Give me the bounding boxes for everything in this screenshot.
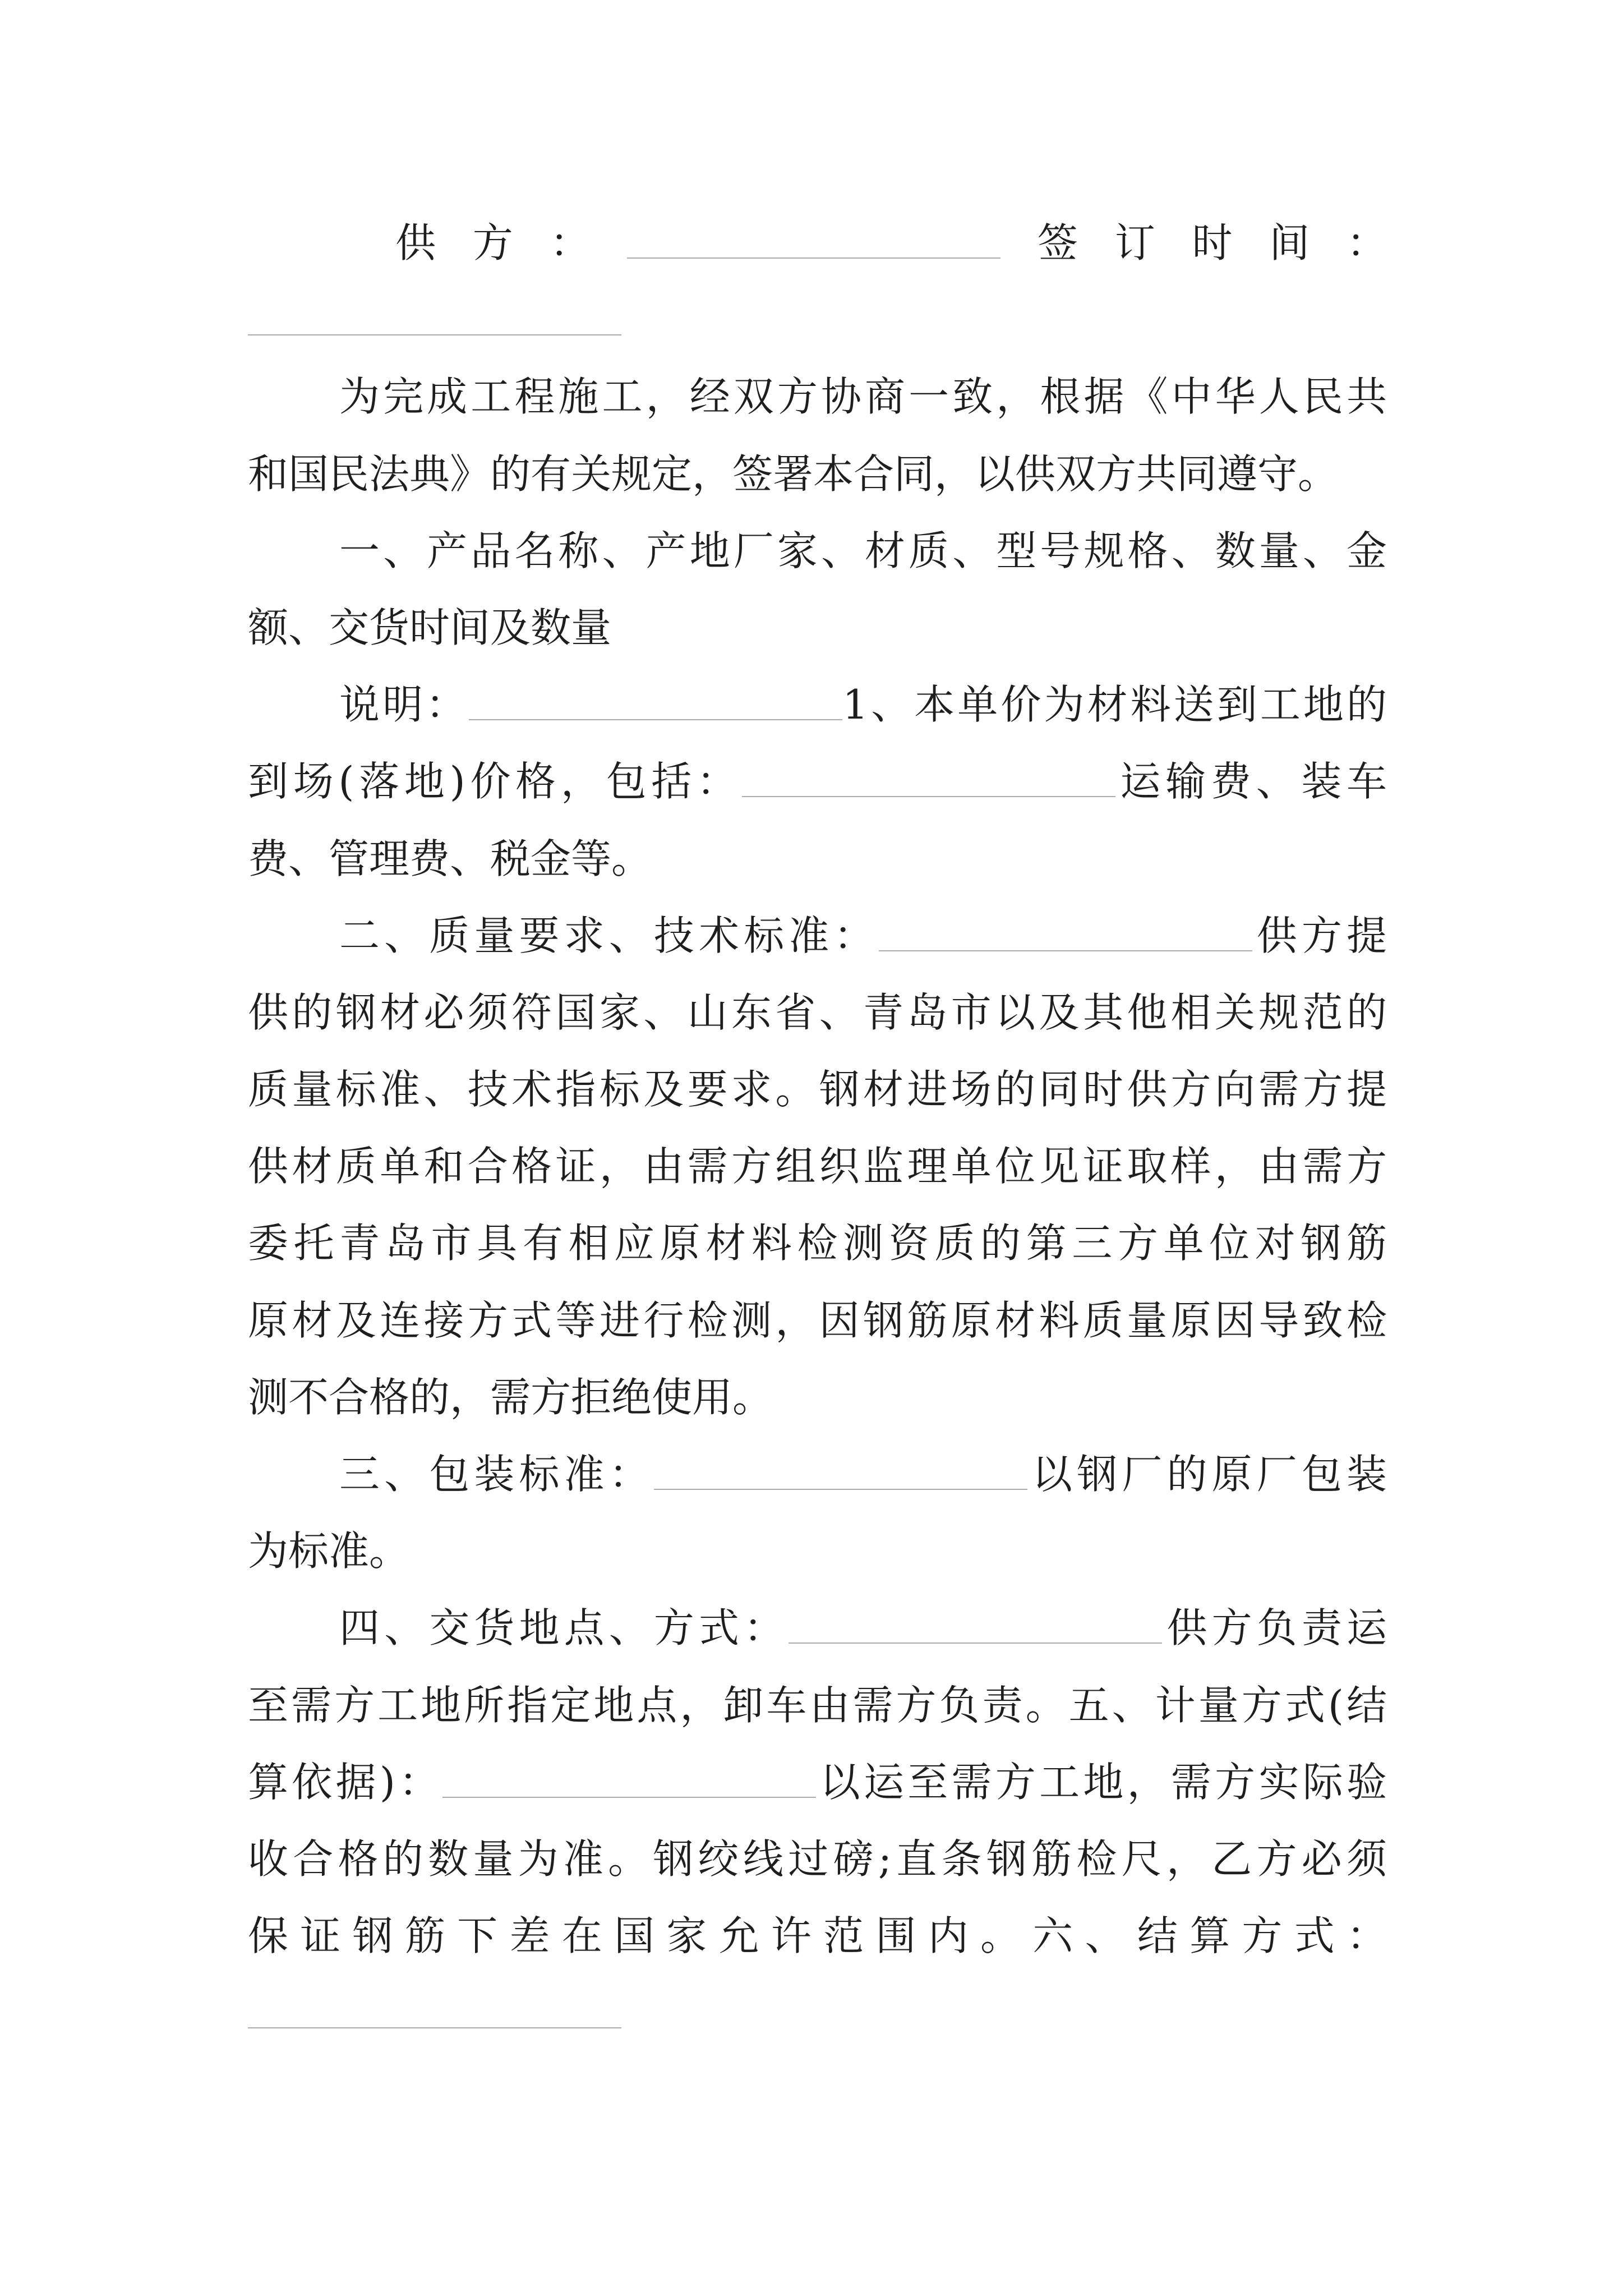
- line-text: 供材质单和合格证，由需方组织监理单位见证取样，由需方: [248, 1143, 1387, 1190]
- text-line: [248, 436, 1387, 513]
- line-text: 到场(落地)价格，包括：: [248, 758, 742, 806]
- clause-paragraph: [248, 898, 1387, 1436]
- text-line: [248, 513, 1387, 590]
- clause-paragraph: [248, 358, 1387, 512]
- line-text: 算依据)：: [248, 1758, 443, 1806]
- text-line: [248, 282, 1387, 358]
- text-line: [248, 1359, 1387, 1436]
- line-text: 至需方工地所指定地点，卸车由需方负责。五、计量方式(结: [248, 1681, 1387, 1729]
- line-text: 供方提: [1252, 912, 1387, 959]
- fill-in-blank: [789, 1642, 1162, 1644]
- text-line: [248, 1667, 1387, 1744]
- line-text: 供方负责运: [1162, 1604, 1387, 1652]
- text-line: [248, 1436, 1387, 1513]
- text-line: [248, 1975, 1387, 2051]
- line-text: 收合格的数量为准。钢绞线过磅;直条钢筋检尺，乙方必须: [248, 1835, 1387, 1883]
- line-text: 为完成工程施工，经双方协商一致，根据《中华人民共: [339, 373, 1387, 421]
- text-line: [248, 666, 1387, 743]
- line-text: 以运至需方工地，需方实际验: [816, 1758, 1387, 1806]
- text-line: [248, 1051, 1387, 1128]
- fill-in-blank: [742, 796, 1115, 797]
- clause-paragraph: [248, 513, 1387, 666]
- text-line: [248, 590, 1387, 666]
- line-text: 以钢厂的原厂包装: [1027, 1451, 1387, 1498]
- text-line: [248, 1590, 1387, 1667]
- fill-in-blank: [248, 2027, 621, 2028]
- text-line: [248, 1821, 1387, 1898]
- line-text: 委托青岛市具有相应原材料检测资质的第三方单位对钢筋: [248, 1220, 1387, 1267]
- text-line: [248, 1513, 1387, 1590]
- fill-in-blank: [469, 719, 842, 720]
- text-line: [248, 821, 1387, 898]
- line-text: 1、本单价为材料送到工地的: [842, 681, 1387, 729]
- line-text: 测不合格的，需方拒绝使用。: [248, 1373, 773, 1421]
- line-text: 运输费、装车: [1115, 758, 1387, 806]
- text-line: [248, 1744, 1387, 1821]
- line-text: 供方：: [395, 219, 628, 266]
- text-line: [248, 1282, 1387, 1359]
- line-text: 质量标准、技术指标及要求。钢材进场的同时供方向需方提: [248, 1066, 1387, 1114]
- line-text: 二、质量要求、技术标准：: [339, 912, 879, 959]
- line-text: 保证钢筋下差在国家允许范围内。六、结算方式：: [248, 1912, 1387, 1960]
- fill-in-blank: [442, 1797, 816, 1798]
- signing-header: [248, 205, 1387, 358]
- line-text: 三、包装标准：: [339, 1451, 654, 1498]
- fill-in-blank: [879, 950, 1252, 951]
- line-text: 和国民法典》的有关规定，签署本合同，以供双方共同遵守。: [248, 450, 1339, 498]
- line-text: 为标准。: [248, 1527, 410, 1575]
- fill-in-blank: [654, 1489, 1027, 1490]
- text-line: [248, 898, 1387, 974]
- line-text: 说明：: [339, 681, 469, 729]
- text-line: [248, 1128, 1387, 1205]
- text-line: [248, 1898, 1387, 1975]
- fill-in-blank: [627, 257, 1000, 259]
- text-line: [248, 743, 1387, 820]
- contract-body: [248, 205, 1387, 2052]
- line-text: 签订时间：: [1000, 219, 1387, 266]
- fill-in-blank: [248, 334, 621, 335]
- clause-paragraph: [248, 666, 1387, 898]
- clause-paragraph: [248, 1590, 1387, 2051]
- text-line: [248, 974, 1387, 1051]
- text-line: [248, 358, 1387, 435]
- line-text: 一、产品名称、产地厂家、材质、型号规格、数量、金: [339, 527, 1387, 574]
- text-line: [248, 205, 1387, 282]
- line-text: 供的钢材必须符国家、山东省、青岛市以及其他相关规范的: [248, 988, 1387, 1036]
- line-text: 原材及连接方式等进行检测，因钢筋原材料质量原因导致检: [248, 1296, 1387, 1344]
- line-text: 费、管理费、税金等。: [248, 835, 652, 882]
- line-text: 四、交货地点、方式：: [339, 1604, 789, 1652]
- line-text: 额、交货时间及数量: [248, 604, 612, 651]
- clause-paragraph: [248, 1436, 1387, 1590]
- text-line: [248, 1205, 1387, 1282]
